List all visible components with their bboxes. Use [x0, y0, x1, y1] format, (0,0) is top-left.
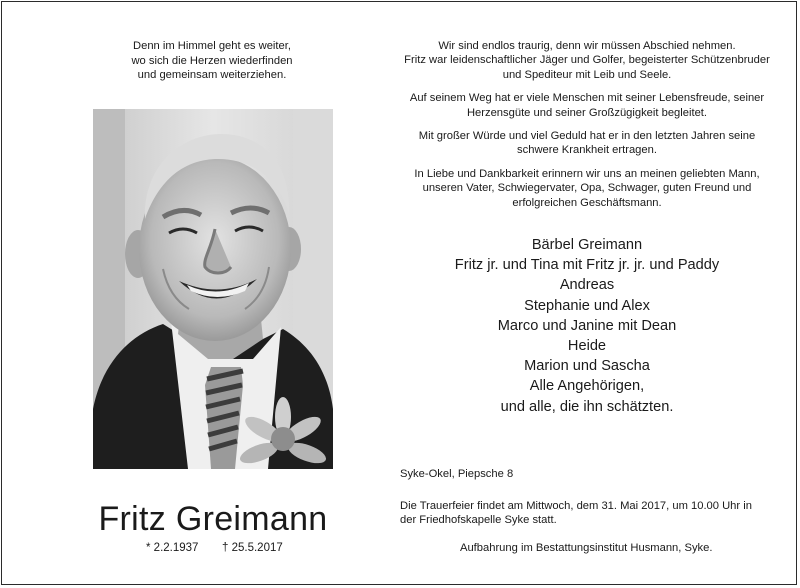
mourner-entry: Heide	[567, 338, 607, 355]
mourner-entry: Fritz jr. und Tina mit Fritz jr. jr. und Paddy	[454, 257, 720, 274]
funeral-notice	[400, 499, 780, 528]
paragraph	[392, 167, 782, 210]
obituary-text	[392, 39, 782, 219]
text-line: In Liebe und Dankbarkeit erinnern wir uns an meinen geliebten Mann,	[414, 167, 760, 180]
mourners-list	[392, 235, 782, 417]
mourner-entry: Marco und Janine mit Dean	[497, 317, 677, 334]
motto-line: Denn im Himmel geht es weiter,	[133, 40, 291, 52]
text-line: Auf seinem Weg hat er viele Menschen mit seiner Lebensfreude, seiner	[409, 92, 765, 105]
motto-verse	[92, 39, 332, 83]
address: Syke-Okel, Piepsche 8	[400, 468, 514, 480]
paragraph	[392, 39, 782, 82]
birth-date: * 2.2.1937	[146, 542, 199, 554]
paragraph	[392, 91, 782, 120]
mourner-entry: Alle Angehörigen,	[529, 378, 645, 395]
motto-line: wo sich die Herzen wiederfinden	[131, 54, 293, 67]
text-line: erfolgreichen Geschäftsmann.	[512, 196, 662, 209]
mourner-entry: Marion und Sascha	[524, 358, 650, 375]
text-line: unseren Vater, Schwiegervater, Opa, Schwager, guten Freund und	[422, 182, 752, 195]
text-line: Fritz war leidenschaftlicher Jäger und Golfer, begeisterter Schützenbruder	[404, 54, 770, 67]
text-line: der Friedhofskapelle Syke statt.	[400, 514, 557, 527]
text-line: und Spediteur mit Leib und Seele.	[502, 68, 672, 81]
mourner-entry: Bärbel Greimann	[531, 237, 643, 253]
text-line: Herzensgüte und seiner Großzügigkeit begleitet.	[466, 106, 708, 119]
portrait-photo	[93, 109, 333, 469]
mourner-entry: und alle, die ihn schätzten.	[500, 398, 674, 415]
mourner-entry: Andreas	[559, 277, 615, 294]
deceased-name: Fritz Greimann	[98, 500, 328, 538]
motto-line: und gemeinsam weiterziehen.	[137, 69, 287, 82]
laying-out-notice: Aufbahrung im Bestattungsinstitut Husmann, Syke.	[460, 542, 713, 554]
mourner-entry: Stephanie und Alex	[524, 297, 650, 314]
text-line: Die Trauerfeier findet am Mittwoch, dem 31. Mai 2017, um 10.00 Uhr in	[400, 500, 752, 512]
paragraph	[392, 129, 782, 158]
text-line: schwere Krankheit ertragen.	[517, 144, 657, 157]
obituary-card	[1, 1, 797, 585]
text-line: Wir sind endlos traurig, denn wir müssen Abschied nehmen.	[438, 40, 736, 52]
text-line: Mit großer Würde und viel Geduld hat er in den letzten Jahren seine	[418, 130, 756, 143]
death-date: † 25.5.2017	[222, 542, 283, 554]
